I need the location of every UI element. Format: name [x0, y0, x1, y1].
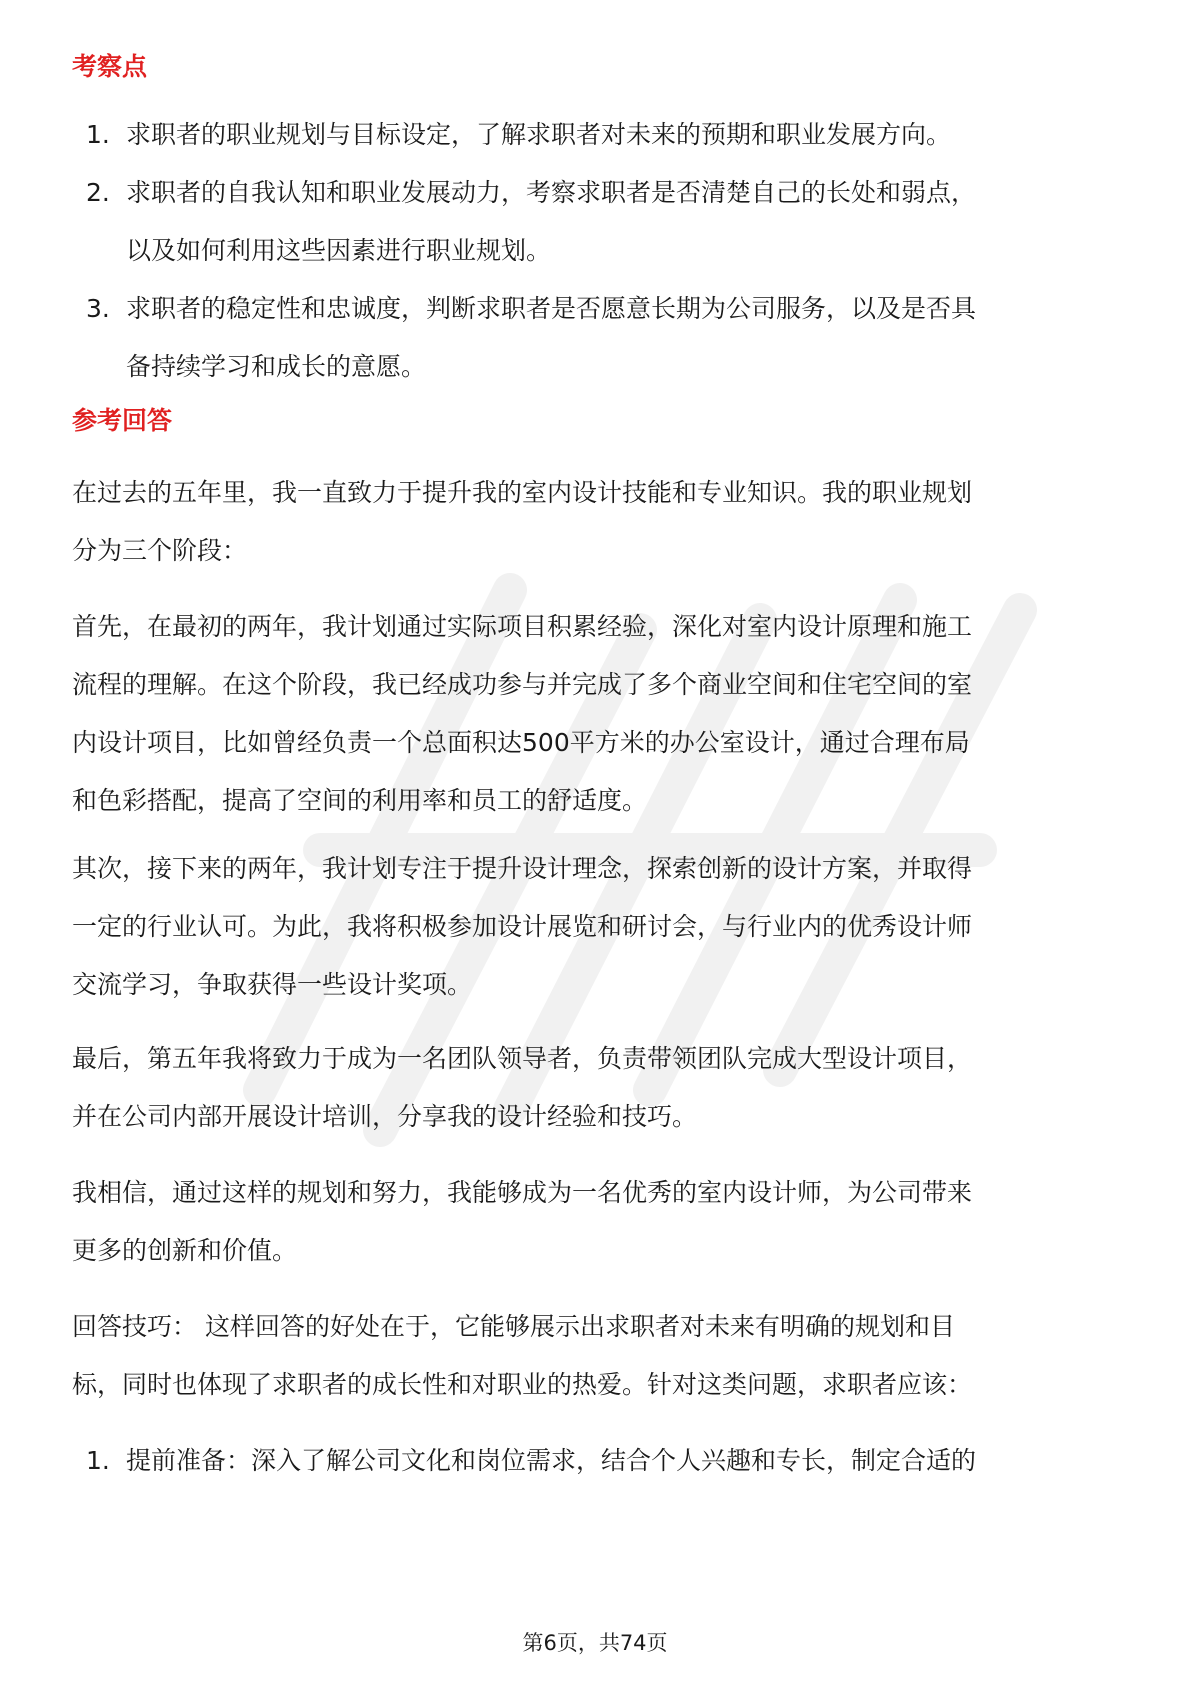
list-item	[0, 280, 1190, 396]
answer-tips-paragraph	[72, 1298, 1122, 1414]
list-line: 求职者的职业规划与目标设定，了解求职者对未来的预期和职业发展方向。	[126, 120, 952, 149]
page-number-footer: 第6页，共74页	[522, 1631, 668, 1655]
paragraph-line: 在过去的五年里，我一直致力于提升我的室内设计技能和专业知识。我的职业规划	[72, 478, 973, 507]
paragraph-line: 首先，在最初的两年，我计划通过实际项目积累经验，深化对室内设计原理和施工	[72, 612, 973, 641]
list-item	[0, 1432, 1190, 1490]
paragraph-line: 标，同时也体现了求职者的成长性和对职业的热爱。针对这类问题，求职者应该：	[72, 1370, 973, 1399]
list-line: 求职者的自我认知和职业发展动力，考察求职者是否清楚自己的长处和弱点，	[126, 178, 977, 207]
paragraph-line: 回答技巧： 这样回答的好处在于，它能够展示出求职者对未来有明确的规划和目	[72, 1312, 955, 1341]
paragraph-line: 我相信，通过这样的规划和努力，我能够成为一名优秀的室内设计师，为公司带来	[72, 1178, 973, 1207]
section-title-reference-answer: 参考回答	[72, 406, 173, 435]
answer-paragraph-intro	[72, 464, 1122, 580]
list-number: 3.	[86, 294, 110, 323]
list-number: 2.	[86, 178, 110, 207]
answer-paragraph-first	[72, 598, 1122, 830]
answer-paragraph-conclusion	[72, 1164, 1122, 1280]
list-number: 1.	[86, 120, 110, 149]
paragraph-line: 内设计项目，比如曾经负责一个总面积达500平方米的办公室设计，通过合理布局	[72, 728, 970, 757]
answer-paragraph-last	[72, 1030, 1122, 1146]
list-line: 求职者的稳定性和忠诚度，判断求职者是否愿意长期为公司服务，以及是否具	[126, 294, 977, 323]
answer-paragraph-second	[72, 840, 1122, 1014]
focus-points-list	[0, 106, 1190, 396]
list-item	[0, 106, 1190, 164]
paragraph-line: 更多的创新和价值。	[72, 1236, 298, 1265]
paragraph-line: 分为三个阶段：	[72, 536, 248, 565]
paragraph-line: 一定的行业认可。为此，我将积极参加设计展览和研讨会，与行业内的优秀设计师	[72, 912, 973, 941]
tips-list	[0, 1432, 1190, 1490]
paragraph-line: 其次，接下来的两年，我计划专注于提升设计理念，探索创新的设计方案，并取得	[72, 854, 973, 883]
paragraph-line: 和色彩搭配，提高了空间的利用率和员工的舒适度。	[72, 786, 648, 815]
section-title-focus-points: 考察点	[72, 52, 148, 81]
paragraph-line: 流程的理解。在这个阶段，我已经成功参与并完成了多个商业空间和住宅空间的室	[72, 670, 973, 699]
list-line: 备持续学习和成长的意愿。	[126, 352, 427, 381]
paragraph-line: 最后，第五年我将致力于成为一名团队领导者，负责带领团队完成大型设计项目，	[72, 1044, 973, 1073]
paragraph-line: 并在公司内部开展设计培训，分享我的设计经验和技巧。	[72, 1102, 698, 1131]
list-line: 提前准备：深入了解公司文化和岗位需求，结合个人兴趣和专长，制定合适的	[126, 1446, 977, 1475]
list-number: 1.	[86, 1446, 110, 1475]
paragraph-line: 交流学习，争取获得一些设计奖项。	[72, 970, 473, 999]
list-line: 以及如何利用这些因素进行职业规划。	[126, 236, 552, 265]
list-item	[0, 164, 1190, 280]
